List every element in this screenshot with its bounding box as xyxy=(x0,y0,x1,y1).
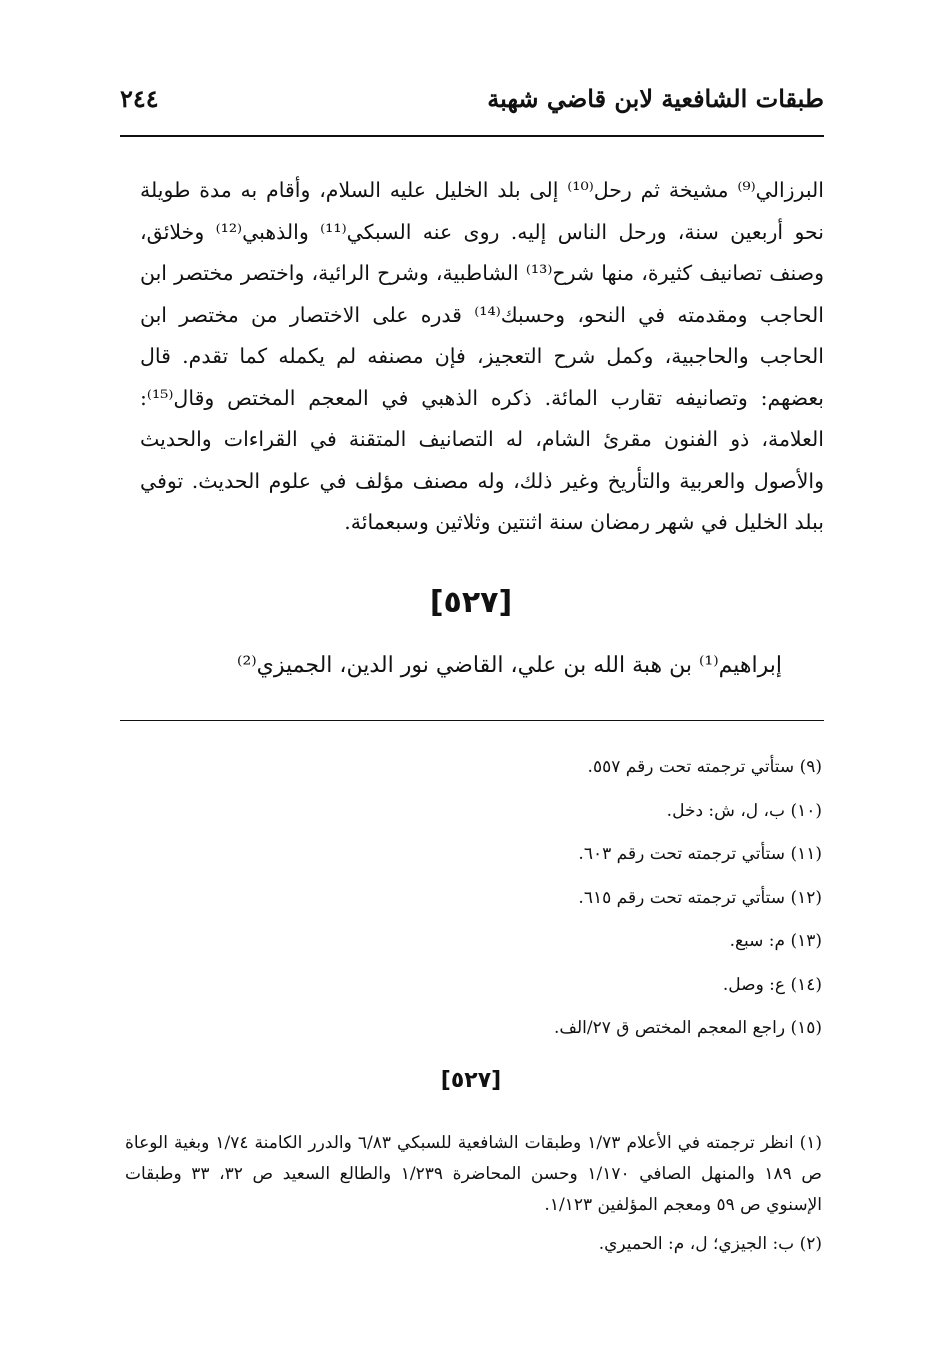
footnote-rule xyxy=(120,720,824,721)
biography-paragraph: البرزالي⁽⁹⁾ مشيخة ثم رحل⁽¹⁰⁾ إلى بلد الخليل عليه السلام، وأقام به مدة طويلة نحو أربعين سنة، ورحل الناس إليه. روى عنه السبكي⁽¹¹⁾ والذهبي⁽¹²⁾ وخلائق، وصنف تصانيف كثيرة، منها شرح⁽¹³⁾ الشاطبية، وشرح الرائية، واختصر مختصر ابن الحاجب ومقدمته في النحو، وحسبك⁽¹⁴⁾ قدره على الاختصار من مختصر ابن الحاجب والحاجبية، وكمل شرح التعجيز، فإن مصنفه لم يكمله كما تقدم. قال بعضهم: وتصانيفه تقارب المائة. ذكره الذهبي في المعجم المختص وقال⁽¹⁵⁾: العلامة، ذو الفنون مقرئ الشام، له التصانيف المتقنة في القراءات والحديث والأصول والعربية والتأريخ وغير ذلك، وله مصنف مؤلف في علوم الحديث. توفي ببلد الخليل في شهر رمضان سنة اثنتين وثلاثين وسبعمائة. xyxy=(140,178,824,534)
footnote-item: (١٤) ع: وصل. xyxy=(722,974,822,995)
page-header xyxy=(120,84,824,124)
footnote-item: (١١) ستأتي ترجمته تحت رقم ٦٠٣. xyxy=(578,844,822,864)
running-title: طبقات الشافعية لابن قاضي شهبة xyxy=(487,84,824,113)
page-number: ٢٤٤ xyxy=(120,84,159,113)
header-rule xyxy=(120,135,824,137)
footnote-item: (١) انظر ترجمته في الأعلام ١/٧٣ وطبقات الشافعية للسبكي ٦/٨٣ والدرر الكامنة ١/٧٤ وبغية الوعاة ص ١٨٩ والمنهل الصافي ١/١٧٠ وحسن المحاضرة ١/٢٣٩ والطالع السعيد ص ٣٢، ٣٣ وطبقات الإسنوي ص ٥٩ ومعجم المؤلفين ١/١٢٣. xyxy=(125,1133,823,1215)
footnote-item: (١٣) م: سبع. xyxy=(729,931,822,951)
footnote-item: (١٠) ب، ل، ش: دخل. xyxy=(666,800,822,821)
footnote-item: (١٢) ستأتي ترجمته تحت رقم ٦١٥. xyxy=(578,887,822,908)
entry-heading: إبراهيم⁽¹⁾ بن هبة الله بن علي، القاضي نور الدين، الجميزي⁽²⁾ xyxy=(237,653,782,678)
footnote-item: (٢) ب: الجيزي؛ ل، م: الحميري. xyxy=(598,1234,822,1254)
entry-number: [٥٢٧] xyxy=(429,585,513,620)
footnote-entry-number: [٥٢٧] xyxy=(440,1068,502,1093)
footnote-list xyxy=(140,752,822,1057)
footnote-item: (١٥) راجع المعجم المختص ق ٢٧/الف. xyxy=(553,1018,822,1038)
footnote-item: (٩) ستأتي ترجمته تحت رقم ٥٥٧. xyxy=(587,757,822,777)
entry-footnotes xyxy=(125,1128,822,1260)
main-text xyxy=(140,170,824,544)
